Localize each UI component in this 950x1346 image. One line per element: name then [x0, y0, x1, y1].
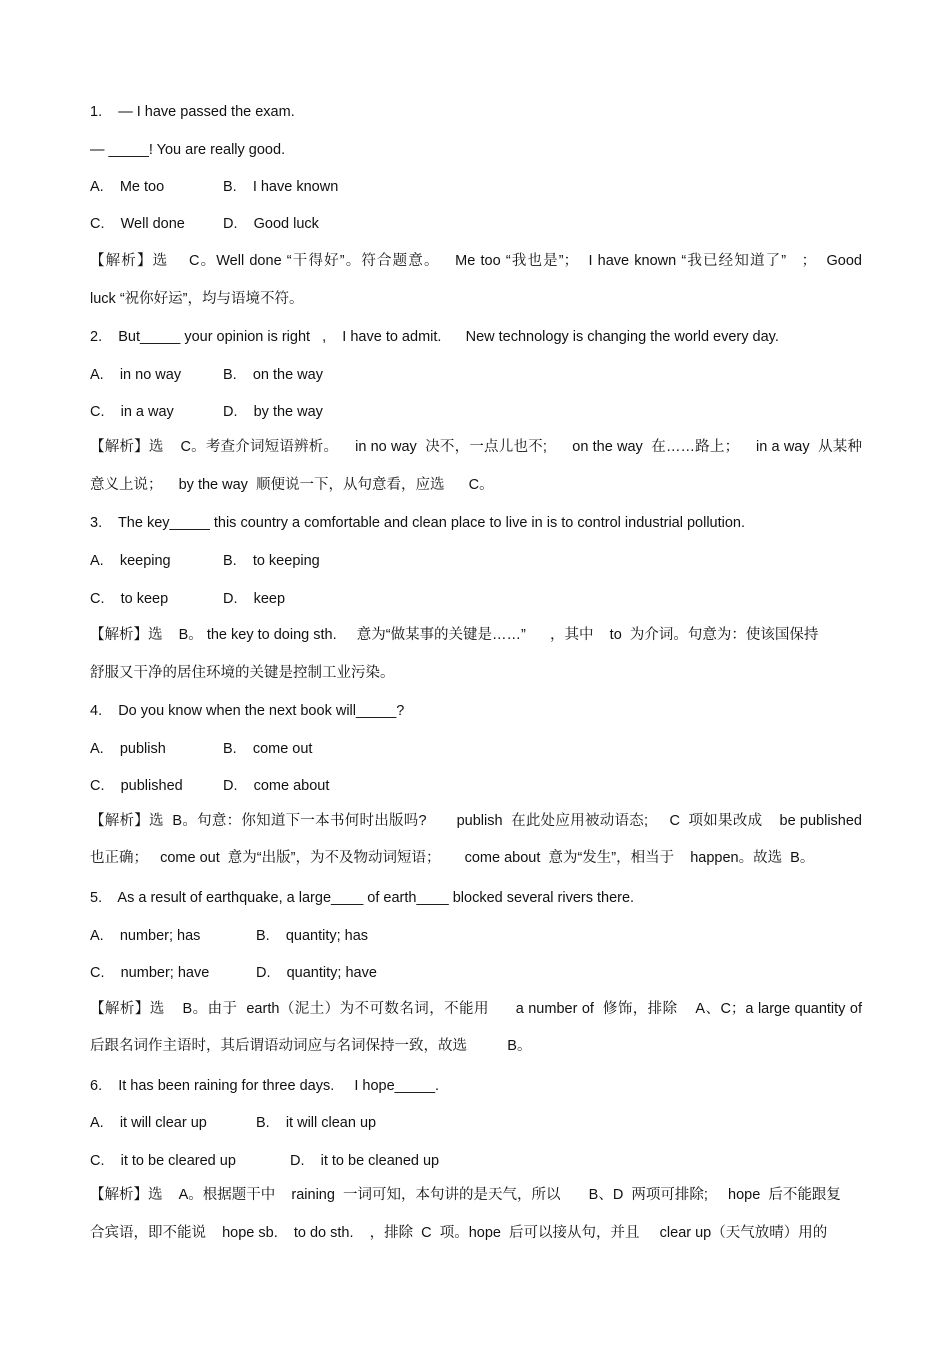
question-5-stem: 5. As a result of earthquake, a large____ of earth____ blocked several rivers there. [90, 890, 635, 906]
question-2-option-d: D. by the way [223, 404, 323, 420]
question-4-option-b: B. come out [223, 741, 313, 757]
question-2-analysis-line-1: 【解析】选 C。考查介词短语辨析。 in no way 决不，一点儿也不; on the way 在……路上； in a way 从某种 [90, 439, 862, 455]
question-3-stem: 3. The key_____ this country a comfortable and clean place to live in is to control industrial pollution. [90, 515, 746, 531]
question-1-option-b: B. I have known [223, 179, 339, 195]
question-5-option-a: A. number; has [90, 928, 201, 944]
question-6-analysis-line-2: 合宾语，即不能说 hope sb. to do sth. ，排除 C 项。hope 后可以接从句，并且 clear up（天气放晴）用的 [90, 1225, 828, 1241]
question-2-stem: 2. But_____ your opinion is right , I have to admit. New technology is changing the world every day. [90, 329, 779, 345]
question-4-analysis-line-2: 也正确； come out 意为“出版”，为不及物动词短语； come about 意为“发生”，相当于 happen。故选 B。 [90, 850, 815, 866]
question-6-analysis-line-1: 【解析】选 A。根据题干中 raining 一词可知，本句讲的是天气，所以 B、D 两项可排除; hope 后不能跟复 [90, 1187, 841, 1203]
question-4-analysis-line-1: 【解析】选 B。句意：你知道下一本书何时出版吗? publish 在此处应用被动语态; C 项如果改成 be published [90, 813, 862, 829]
question-1-option-a: A. Me too [90, 179, 165, 195]
question-3-option-a: A. keeping [90, 553, 171, 569]
question-2-option-c: C. in a way [90, 404, 174, 420]
question-1-analysis-line-1: 【解析】选 C。Well done “干得好”。符合题意。 Me too “我也是”； I have known “我已经知道了” ； Good [90, 253, 862, 269]
question-6-option-a: A. it will clear up [90, 1115, 207, 1131]
question-4-option-d: D. come about [223, 778, 330, 794]
question-2-option-b: B. on the way [223, 367, 323, 383]
question-4-option-a: A. publish [90, 741, 166, 757]
question-5-analysis-line-2: 后跟名词作主语时，其后谓语动词应与名词保持一致，故选 B。 [90, 1038, 532, 1054]
question-3-option-c: C. to keep [90, 591, 169, 607]
question-1-option-d: D. Good luck [223, 216, 319, 232]
question-4-stem: 4. Do you know when the next book will_____? [90, 703, 405, 719]
question-3-option-d: D. keep [223, 591, 286, 607]
question-5-option-b: B. quantity; has [256, 928, 369, 944]
question-6-option-b: B. it will clean up [256, 1115, 377, 1131]
question-5-analysis-line-1: 【解析】选 B。由于 earth（泥土）为不可数名词，不能用 a number of 修饰，排除 A、C；a large quantity of [90, 1001, 862, 1017]
question-1-response: — _____! You are really good. [90, 142, 286, 158]
question-3-option-b: B. to keeping [223, 553, 320, 569]
question-1-stem: 1. — I have passed the exam. [90, 104, 295, 120]
question-3-analysis-line-1: 【解析】选 B。 the key to doing sth. 意为“做某事的关键是……” ，其中 to 为介词。句意为：使该国保持 [90, 627, 819, 643]
question-1-option-c: C. Well done [90, 216, 185, 232]
question-5-option-c: C. number; have [90, 965, 210, 981]
question-3-analysis-line-2: 舒服又干净的居住环境的关键是控制工业污染。 [90, 665, 395, 681]
question-1-analysis-line-2: luck “祝你好运”，均与语境不符。 [90, 291, 304, 307]
question-2-option-a: A. in no way [90, 367, 182, 383]
question-5-option-d: D. quantity; have [256, 965, 377, 981]
question-4-option-c: C. published [90, 778, 183, 794]
question-2-analysis-line-2: 意义上说； by the way 顺便说一下，从句意看，应选 C。 [90, 477, 494, 493]
question-6-option-d: D. it to be cleaned up [290, 1153, 440, 1169]
question-6-option-c: C. it to be cleared up [90, 1153, 236, 1169]
question-6-stem: 6. It has been raining for three days. I hope_____. [90, 1078, 440, 1094]
